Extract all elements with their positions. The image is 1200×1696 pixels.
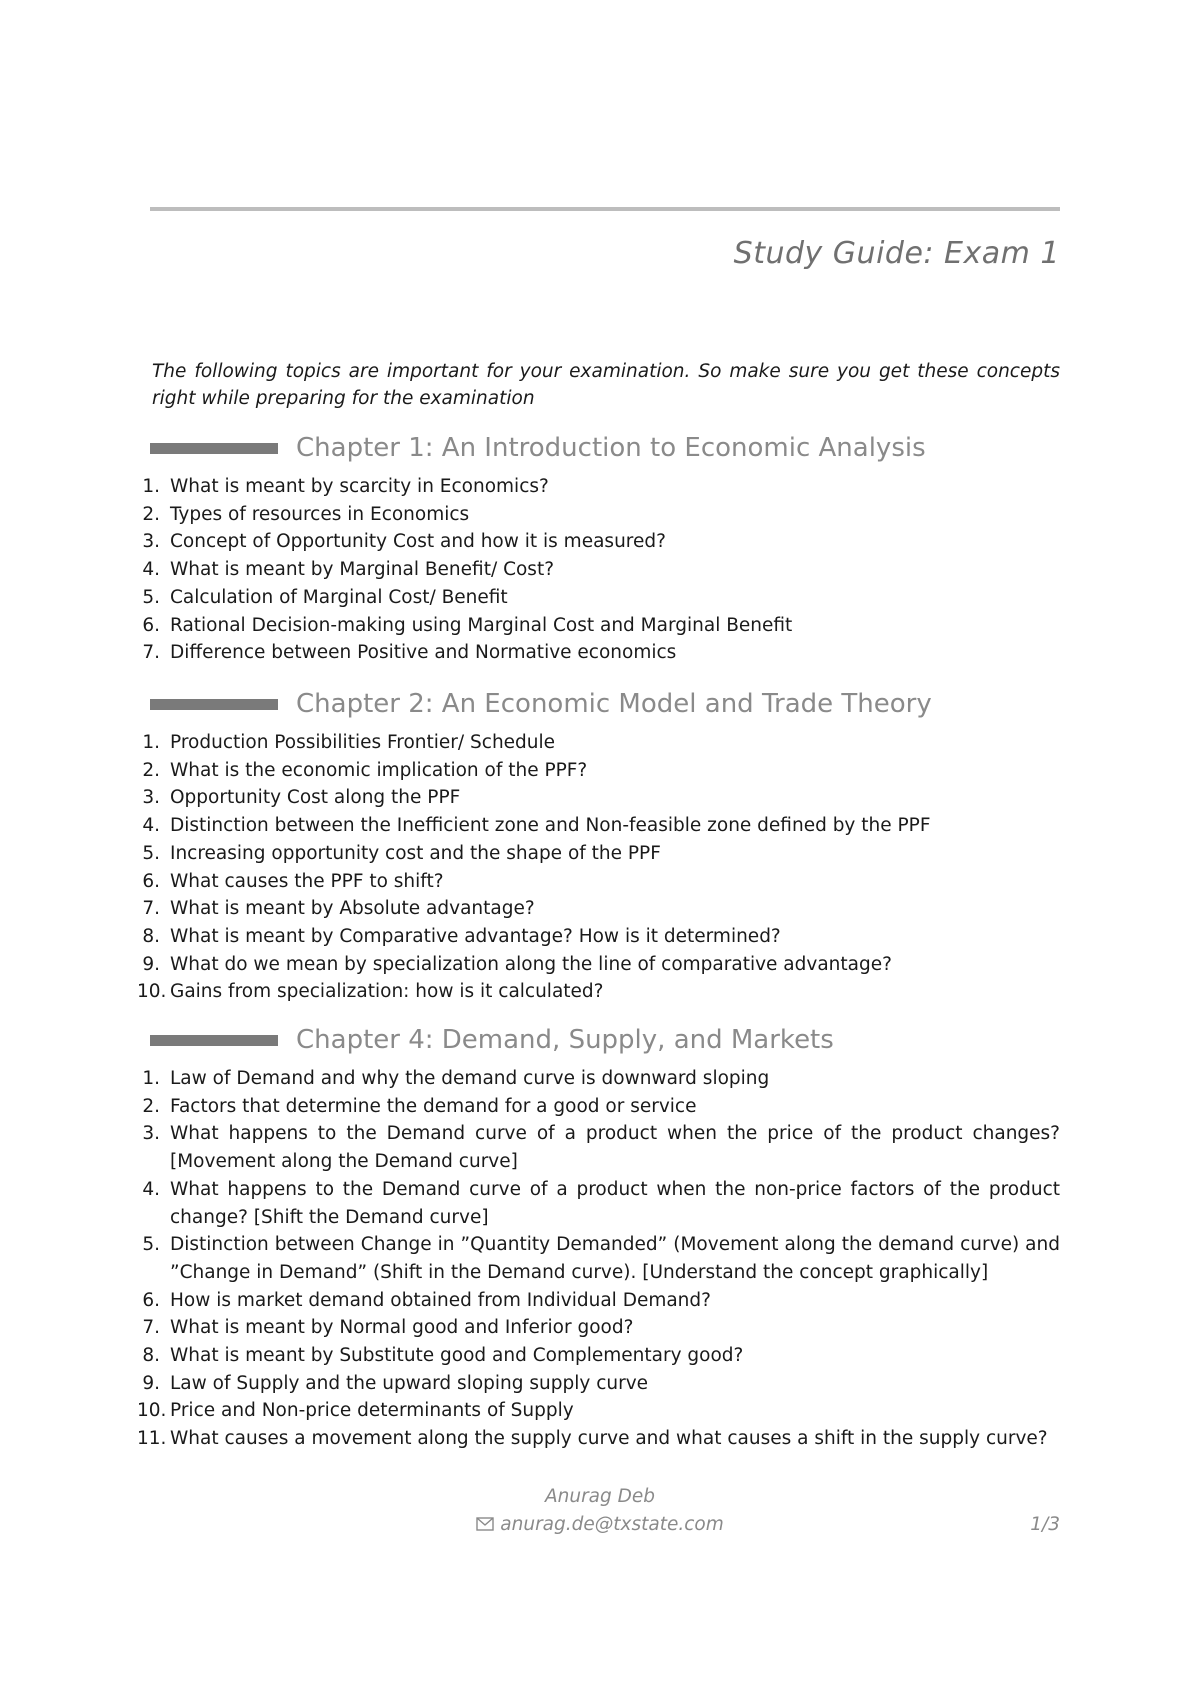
chapter-heading (150, 684, 1060, 724)
list-item: 10. Price and Non-price determinants of Supply (150, 1397, 1060, 1425)
topic-list (142, 473, 1060, 667)
intro-paragraph: The following topics are important for your examination. So make sure you get these concepts right while preparing for the examination (152, 361, 1060, 409)
list-item-text: Opportunity Cost along the PPF (170, 787, 461, 809)
list-item-text: What do we mean by specialization along the line of comparative advantage? (170, 953, 892, 975)
list-item: 6. Rational Decision-making using Marginal Cost and Marginal Benefit (150, 612, 1060, 640)
list-item: 11. What causes a movement along the supply curve and what causes a shift in the supply curve? (150, 1425, 1060, 1453)
list-item: 2. Types of resources in Economics (150, 501, 1060, 529)
list-item-text: Rational Decision-making using Marginal Cost and Marginal Benefit (170, 614, 793, 636)
chapter-bar-marker (150, 1035, 278, 1046)
header-rule (150, 207, 1060, 211)
list-item: 10. Gains from specialization: how is it calculated? (150, 978, 1060, 1006)
list-item-text: Distinction between Change in ”Quantity Demanded” (Movement along the demand curve) and ”Change in Demand” (Shift in the Demand curve). [Understand the concept graphically] (170, 1234, 1060, 1283)
chapter-bar-marker (150, 443, 278, 454)
chapter-section (142, 428, 1060, 667)
list-item: 4. What is meant by Marginal Benefit/ Cost? (150, 556, 1060, 584)
list-item: 3. What happens to the Demand curve of a product when the price of the product changes? [Movement along the Demand curve] (150, 1120, 1060, 1175)
list-item-text: What is meant by Comparative advantage? How is it determined? (170, 925, 781, 947)
list-item: 6. How is market demand obtained from Individual Demand? (150, 1287, 1060, 1315)
chapter-heading (150, 1020, 1060, 1060)
footer-email[interactable]: anurag.de@txstate.com (500, 1514, 724, 1535)
list-item-text: What is the economic implication of the PPF? (170, 759, 588, 781)
footer-email-line (0, 1514, 1200, 1535)
list-item-text: What is meant by Normal good and Inferior good? (170, 1317, 634, 1339)
chapter-title: Chapter 4: Demand, Supply, and Markets (296, 1025, 834, 1055)
list-item: 3. Opportunity Cost along the PPF (150, 784, 1060, 812)
page-title: Study Guide: Exam 1 (733, 236, 1060, 271)
list-item: 9. Law of Supply and the upward sloping supply curve (150, 1370, 1060, 1398)
list-item-text: Increasing opportunity cost and the shape of the PPF (170, 842, 661, 864)
list-item: 3. Concept of Opportunity Cost and how it is measured? (150, 528, 1060, 556)
list-item: 1. What is meant by scarcity in Economics? (150, 473, 1060, 501)
chapter-section (137, 1020, 1060, 1453)
list-item-text: Gains from specialization: how is it calculated? (170, 981, 604, 1003)
list-item-text: Calculation of Marginal Cost/ Benefit (170, 586, 508, 608)
topic-list (137, 1065, 1060, 1453)
list-item-text: What causes the PPF to shift? (170, 870, 444, 892)
list-item: 9. What do we mean by specialization along the line of comparative advantage? (150, 951, 1060, 979)
list-item-text: What happens to the Demand curve of a product when the non-price factors of the product change? [Shift the Demand curve] (170, 1178, 1060, 1228)
list-item-text: Difference between Positive and Normative economics (170, 642, 677, 664)
list-item-text: Types of resources in Economics (170, 503, 470, 525)
chapter-bar-marker (150, 699, 278, 710)
list-item-text: What is meant by Substitute good and Complementary good? (170, 1345, 744, 1367)
list-item: 2. What is the economic implication of the PPF? (150, 757, 1060, 785)
list-item: 1. Production Possibilities Frontier/ Schedule (150, 729, 1060, 757)
list-item-text: What is meant by Marginal Benefit/ Cost? (170, 559, 555, 581)
list-item: 8. What is meant by Comparative advantage? How is it determined? (150, 923, 1060, 951)
list-item-text: Law of Demand and why the demand curve is downward sloping (170, 1068, 770, 1089)
envelope-icon (476, 1514, 494, 1535)
list-item-text: What is meant by scarcity in Economics? (170, 476, 549, 497)
page-number: 1/3 (1030, 1514, 1060, 1535)
list-item-text: Law of Supply and the upward sloping supply curve (170, 1372, 649, 1394)
list-item: 1. Law of Demand and why the demand curve is downward sloping (150, 1065, 1060, 1093)
list-item-text: How is market demand obtained from Individual Demand? (170, 1289, 711, 1311)
list-item: 6. What causes the PPF to shift? (150, 868, 1060, 896)
list-item-text: Price and Non-price determinants of Supply (170, 1400, 574, 1422)
list-item-text: Concept of Opportunity Cost and how it is measured? (170, 531, 666, 553)
list-item-text: Factors that determine the demand for a good or service (170, 1095, 697, 1117)
list-item-text: What is meant by Absolute advantage? (170, 898, 535, 920)
list-item-text: What happens to the Demand curve of a product when the price of the product changes? [Movement along the Demand curve] (170, 1123, 1060, 1173)
list-item: 4. Distinction between the Inefficient zone and Non-feasible zone defined by the PPF (150, 812, 1060, 840)
chapter-title: Chapter 2: An Economic Model and Trade Theory (296, 689, 932, 719)
list-item-text: What causes a movement along the supply curve and what causes a shift in the supply curve? (170, 1428, 1048, 1450)
chapter-title: Chapter 1: An Introduction to Economic Analysis (296, 433, 926, 463)
list-item-text: Production Possibilities Frontier/ Schedule (170, 732, 556, 753)
list-item: 5. Increasing opportunity cost and the shape of the PPF (150, 840, 1060, 868)
footer-author: Anurag Deb (544, 1486, 656, 1507)
list-item: 4. What happens to the Demand curve of a product when the non-price factors of the product change? [Shift the Demand curve] (150, 1176, 1060, 1231)
list-item-text: Distinction between the Inefficient zone and Non-feasible zone defined by the PPF (170, 815, 931, 837)
topic-list (137, 729, 1060, 1006)
chapter-section (137, 684, 1060, 1006)
list-item: 5. Calculation of Marginal Cost/ Benefit (150, 584, 1060, 612)
list-item: 7. What is meant by Normal good and Inferior good? (150, 1314, 1060, 1342)
list-item: 2. Factors that determine the demand for a good or service (150, 1093, 1060, 1121)
chapter-heading (150, 428, 1060, 468)
list-item: 7. Difference between Positive and Normative economics (150, 639, 1060, 667)
list-item: 8. What is meant by Substitute good and Complementary good? (150, 1342, 1060, 1370)
list-item: 5. Distinction between Change in ”Quantity Demanded” (Movement along the demand curve) and ”Change in Demand” (Shift in the Demand curve). [Understand the concept graphically] (150, 1231, 1060, 1286)
list-item: 7. What is meant by Absolute advantage? (150, 895, 1060, 923)
